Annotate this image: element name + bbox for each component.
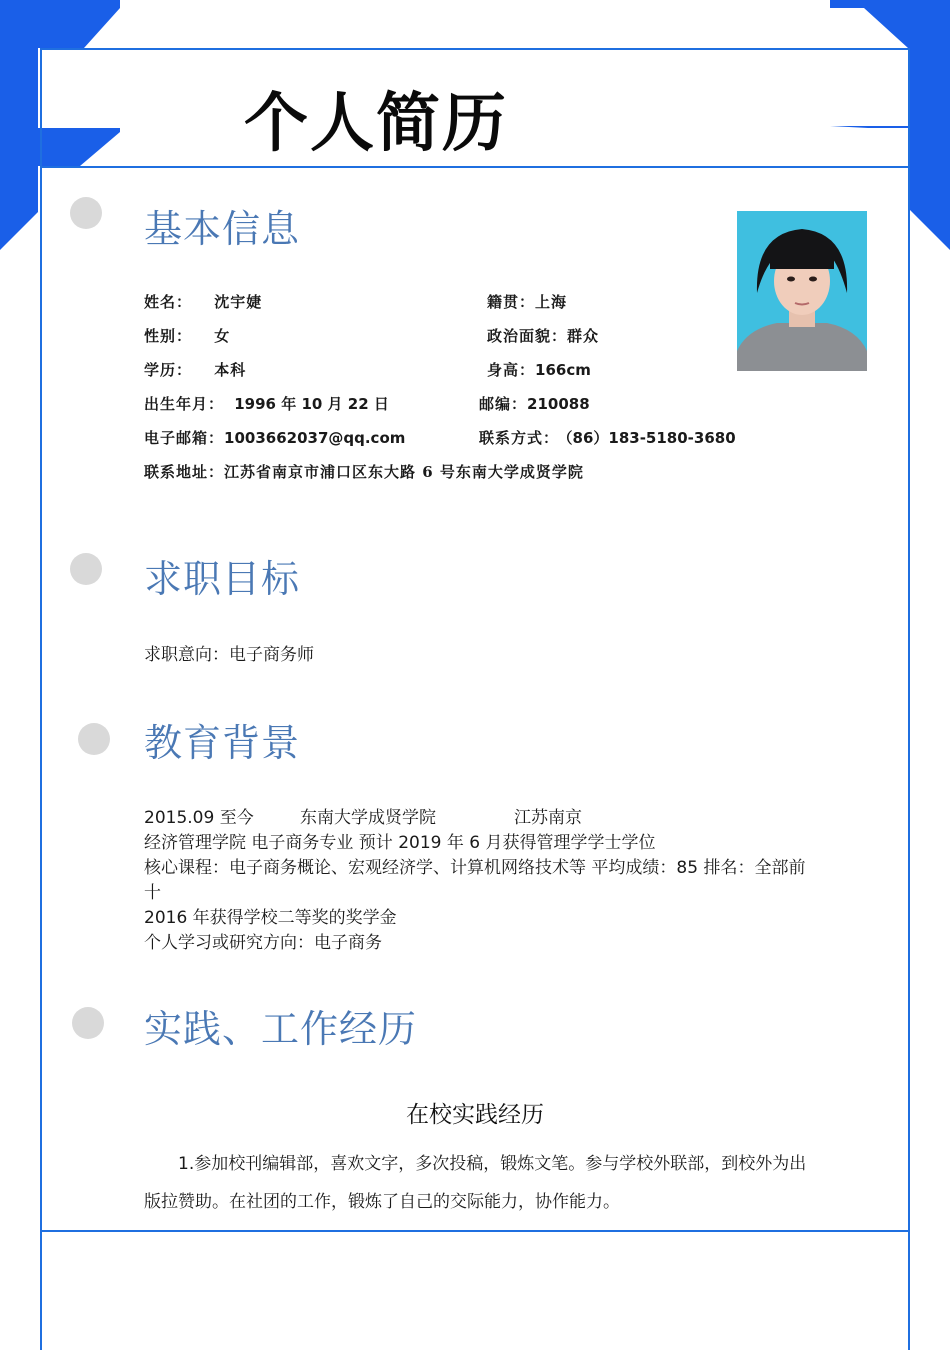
education-courses: 核心课程：电子商务概论、宏观经济学、计算机网络技术等 平均成绩：85 排名：全部前 <box>144 858 806 878</box>
height-row <box>487 359 591 380</box>
section-dot-experience <box>72 1007 104 1039</box>
email-label: 电子邮箱： <box>144 429 225 447</box>
email-row <box>144 427 405 448</box>
footer-frame <box>40 1230 910 1350</box>
gender-row <box>144 325 230 346</box>
section-dot-education <box>78 723 110 755</box>
zip-label: 邮编： <box>479 395 528 413</box>
phone-value: （86）183-5180-3680 <box>565 429 736 447</box>
section-title-education: 教育背景 <box>144 721 301 765</box>
objective-text: 求职意向：电子商务师 <box>144 645 314 665</box>
experience-paragraph: 1.参加校刊编辑部，喜欢文字，多次投稿，锻炼文笔。参与学校外联部，到校外为出版拉赞助。在社团的工作，锻炼了自己的交际能力，协作能力。 <box>144 1154 807 1212</box>
phone-row <box>479 427 736 448</box>
email-value: 1003662037@qq.com <box>224 429 406 447</box>
education-school: 东南大学成贤学院 <box>300 808 436 828</box>
gender-value: 女 <box>214 327 231 345</box>
section-dot-objective <box>70 553 102 585</box>
education-major: 经济管理学院 电子商务专业 预计 2019 年 6 月获得管理学学士学位 <box>144 833 656 853</box>
name-value: 沈宇婕 <box>214 293 263 311</box>
section-title-objective: 求职目标 <box>144 557 301 601</box>
political-row <box>487 325 599 346</box>
name-row <box>144 291 262 312</box>
origin-row <box>487 291 567 312</box>
height-label: 身高： <box>487 361 536 379</box>
portrait-image <box>737 211 867 371</box>
origin-value: 上海 <box>535 293 568 311</box>
birth-value: 1996 年 10 月 22 日 <box>234 395 389 413</box>
section-title-basic: 基本信息 <box>144 207 301 251</box>
zip-value: 210088 <box>527 395 590 413</box>
birth-row <box>144 393 389 414</box>
section-dot-basic <box>70 197 102 229</box>
degree-row <box>144 359 246 380</box>
degree-label: 学历： <box>144 361 193 379</box>
name-label: 姓名： <box>144 293 193 311</box>
political-label: 政治面貌： <box>487 327 568 345</box>
education-courses-cont: 十 <box>144 883 161 903</box>
profile-photo <box>737 211 867 371</box>
birth-label: 出生年月： <box>144 395 225 413</box>
education-research: 个人学习或研究方向：电子商务 <box>144 933 382 953</box>
political-value: 群众 <box>567 327 600 345</box>
address-value: 江苏省南京市浦口区东大路 6 号东南大学成贤学院 <box>224 463 584 481</box>
page-title: 个人简历 <box>244 87 508 161</box>
height-value: 166cm <box>535 361 591 379</box>
phone-label: 联系方式： <box>479 429 560 447</box>
origin-label: 籍贯： <box>487 293 536 311</box>
address-row <box>144 461 584 482</box>
education-period: 2015.09 至今 <box>144 808 254 828</box>
gender-label: 性别： <box>144 327 193 345</box>
section-title-experience: 实践、工作经历 <box>144 1007 418 1051</box>
address-label: 联系地址： <box>144 463 225 481</box>
education-location: 江苏南京 <box>514 808 582 828</box>
experience-subtitle: 在校实践经历 <box>406 1102 544 1128</box>
zip-row <box>479 393 590 414</box>
education-scholarship: 2016 年获得学校二等奖的奖学金 <box>144 908 397 928</box>
degree-value: 本科 <box>214 361 247 379</box>
